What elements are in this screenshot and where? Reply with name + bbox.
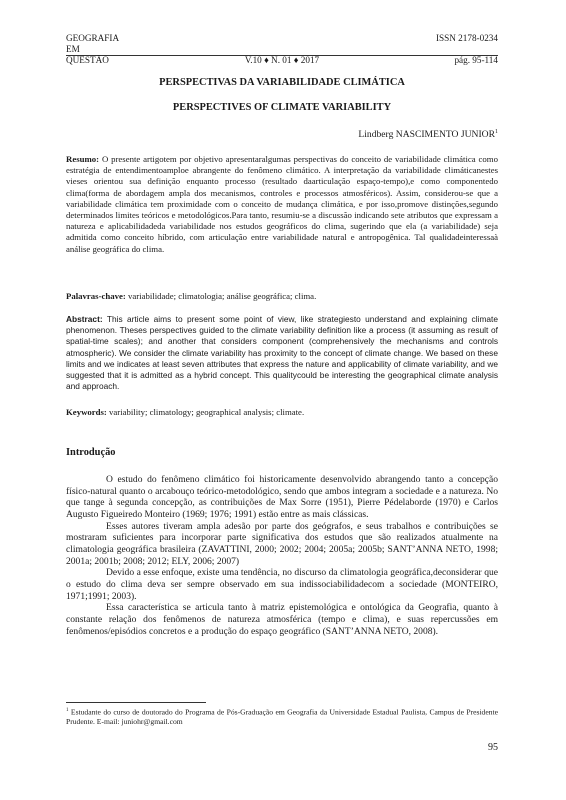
journal-name-line3: QUESTÃO xyxy=(66,55,109,65)
keywords-label: Keywords: xyxy=(66,407,107,417)
palavras-chave-label: Palavras-chave: xyxy=(66,291,126,301)
issn: ISSN 2178-0234 xyxy=(435,33,498,43)
paragraph-3: Devido a esse enfoque, existe uma tendência, no discurso da climatologia geográfica,deconsiderar que o estudo do clima deva ser sempre observado em sua indissociabilidadecom a sociedade (MONTEIRO, 1971;1991; 2003). xyxy=(66,567,498,602)
volume-info: V.10 ♦ N. 01 ♦ 2017 xyxy=(244,55,320,65)
keywords-line xyxy=(66,407,498,418)
title-english: PERSPECTIVES OF CLIMATE VARIABILITY xyxy=(172,102,392,113)
author-name: Lindberg NASCIMENTO JUNIOR xyxy=(358,129,495,141)
section-title: Introdução xyxy=(66,447,116,458)
paragraph-4: Essa característica se articula tanto à matriz epistemológica e ontológica da Geografia, quanto à constante relação dos fenômenos de natureza atmosférica (tempo e clima), e suas repercussões em fenômenos/episódios concretos e a produção do espaço geográfico (SANT’ANNA NETO, 2008). xyxy=(66,602,498,637)
author-footnote-mark: 1 xyxy=(495,129,498,135)
journal-name-line1: GEOGRAFIA xyxy=(66,33,120,43)
author-line xyxy=(358,129,498,140)
abstract-text: This article aims to present some point of view, like strategiesto understand and explaining climate phenomenon. Theses perspectives guided to the climate variability definition like a process (it assuming as result of spatial-time scales); and another that considers component (comprehensively the mechanisms and controls atmospheric). We consider the climate variability has proximity to the concept of climate change. We based on these limits and we indicates at least seven attributes that express the nature and applicability of climate variability, and we suggested that it is admitted as a hybrid concept. This qualitycould be interesting the geographical climate analysis and approach. xyxy=(66,314,498,392)
abstract-block xyxy=(66,314,498,392)
palavras-chave-line xyxy=(66,291,498,302)
footnote-rule xyxy=(66,702,206,703)
keywords-text: variability; climatology; geographical analysis; climate. xyxy=(106,407,305,417)
journal-name-line2: EM xyxy=(66,44,80,54)
abstract-label: Abstract: xyxy=(66,314,103,324)
footnote xyxy=(66,706,498,727)
paragraph-2: Esses autores tiveram ampla adesão por parte dos geógrafos, e seus trabalhos e contribuições se mostraram suficientes para incorporar parte significativa dos estudos que são realizados atualmente na climatologia geográfica brasileira (ZAVATTINI, 2000; 2002; 2004; 2005a; 2005b; SANT’ANNA NETO, 1998; 2001a; 2001b; 2008; 2012; ELY, 2006; 2007) xyxy=(66,520,498,567)
body-text xyxy=(66,474,498,637)
resumo-text: O presente artigotem por objetivo apresentaralgumas perspectivas do conceito de variabilidade climática como estratégia de entendimentoamploe abrangente do fenômeno climático. A interpretação da variabilidade climáticanestes vieses orientou sua definição enquanto processo (resultado daarticulação espaço-tempo),e como componentedo clima(forma de abordagem ampla dos mecanismos, controles e processos atmosféricos). Assim, considerou-se que a variabilidade climática tem proximidade com o conceito de mudança climática, e por isso,promove distinções,segundo determinados limites teóricos e metodológicos.Para tanto, resumiu-se a discussão indicando sete atributos que expressam a natureza e aplicabilidadeda variabilidade nos estudos geográficos do clima, sugerindo que ela (a variabilidade) seja admitida como conceito híbrido, com articulação entre variabilidade natural e antropogênica. Tal qualidadeinteressaà análise geográfica do clima. xyxy=(66,154,498,254)
palavras-chave-text: variabilidade; climatologia; análise geográfica; clima. xyxy=(125,291,317,301)
footnote-text: Estudante do curso de doutorado do Programa de Pós-Graduação em Geografia da Universidade Estadual Paulista, Campus de Presidente Prudente. E-mail: juniohr@gmail.com xyxy=(66,707,498,727)
resumo-block xyxy=(66,154,498,255)
resumo-label: Resumo: xyxy=(66,154,100,164)
footnote-mark: 1 xyxy=(66,708,69,713)
paragraph-1: O estudo do fenômeno climático foi historicamente desenvolvido abrangendo tanto a concepção físico-natural quanto o arcabouço teórico-metodológico, sendo que ambos integram a sociedade e a natureza. No que tange à segunda concepção, as contribuições de Max Sorre (1951), Pierre Pédelaborde (1970) e Carlos Augusto Figueiredo Monteiro (1969; 1976; 1991) estão entre as mais clássicas. xyxy=(66,474,498,520)
page-range: pág. 95-114 xyxy=(454,55,498,65)
page-number: 95 xyxy=(488,742,498,753)
title-portuguese: PERSPECTIVAS DA VARIABILIDADE CLIMÁTICA xyxy=(159,77,405,88)
